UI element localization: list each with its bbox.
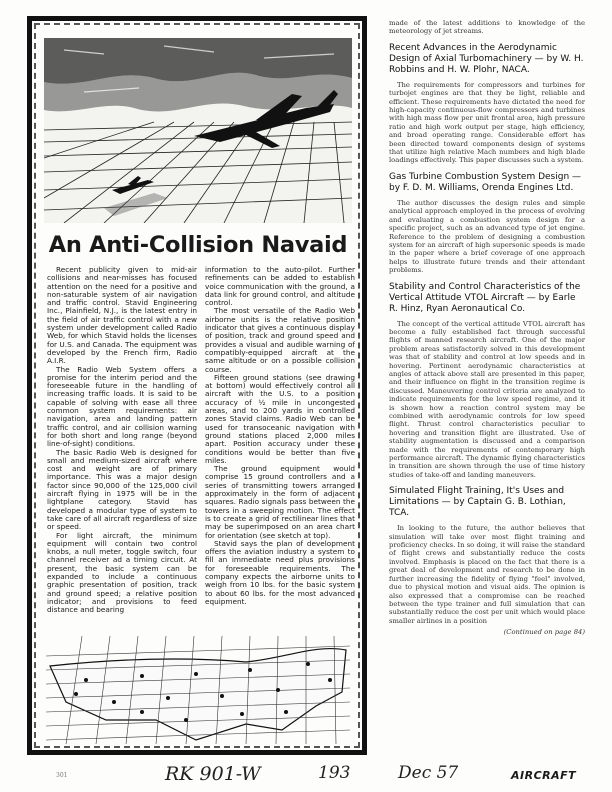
handwritten-reference: RK 901-W: [165, 763, 261, 785]
sidebar-section-title: Recent Advances in the Aerodynamic Design of Axial Turbomachinery — by W. H. Robbins and H. W. Plohr, NACA.: [389, 42, 584, 75]
sidebar-section-title: Stability and Control Characteristics of the Vertical Attitude VTOL Aircraft — by Earle R. Hinz, Ryan Aeronautical Co.: [389, 281, 581, 314]
article-paragraph: The Radio Web System offers a promise for the interim period and the foreseeable future in the handling of increasing traffic loads. It is said to be capable of solving with ease all three common system requirements: air navigation, area and landing pattern traffic control, and air collision warning for both short and long range (beyond line-of-sight) conditions.: [47, 364, 197, 449]
continued-note: (Continued on page 84): [503, 628, 585, 637]
article-paragraph: Fifteen ground stations (see drawing at bottom) would effectively control all aircraft with the U.S. to a position accuracy of ½ mile in uncongested areas, and to 200 yards in controlled zones Stavid claims. Radio Web can be used for transoceanic navigation with ground stations placed 2,000 miles apart. Position accuracy under these conditions would be better than five miles.: [205, 372, 355, 465]
sidebar-section-title: Simulated Flight Training, It's Uses and Limitations — by Captain G. B. Lothian, TCA.: [389, 486, 566, 519]
margin-mark: 301: [56, 772, 68, 779]
publication-name: AIRCRAFT: [511, 769, 577, 782]
us-ground-station-map: [46, 636, 350, 744]
aircraft-over-grid-illustration: [44, 38, 352, 223]
article-paragraph: The ground equipment would comprise 15 ground controllers and a series of transmitting towers arranged approximately in the form of adjacent squares. Radio signals pass between the towers in a sweeping motion. The effect is to create a grid of rectilinear lines that may be superimposed on an area chart for orientation (see sketch at top).: [205, 464, 355, 540]
sidebar-section-title: Gas Turbine Combustion System Design — by F. D. M. Williams, Orenda Engines Ltd.: [389, 171, 582, 193]
handwritten-page-number: 193: [318, 763, 351, 783]
article-headline: An Anti-Collision Navaid: [48, 232, 348, 258]
sidebar-section-body: The author discusses the design rules and simple analytical approach employed in the process of evolving and evaluating a combustion system design for a specific project, such as an advanced type of jet engine. Reference to the problem of designing a combustion system for an aircraft of high supersonic speeds is made in the paper where a brief coverage of one approach helps to illustrate future trends and their attendant problems.: [389, 198, 585, 275]
article-paragraph: The most versatile of the Radio Web airborne units is the relative position indicator that gives a continuous display of position, track and ground speed and provides a visual and audible warning of compatibly-equipped aircraft at the same altitude or on a possible collision course.: [205, 306, 355, 374]
sidebar-lead-in: made of the latest additions to knowledge of the meteorology of jet streams.: [389, 19, 585, 36]
sidebar-column: [389, 19, 585, 638]
sidebar-section-body: In looking to the future, the author believes that simulation will take over most flight training and proficiency checks. In so doing, it will raise the standard of flight crews and substantially reduce the costs involved. Emphasis is placed on the fact that there is a great deal of development and research to be done in further increasing the fidelity of flying "feel" involved, due to physical motion and visual aids. The opinion is also expressed that a compromise can be reached between the type trainer and full simulation that can substantially reduce the cost per unit which would place smaller airlines in a position: [389, 524, 585, 625]
article-column-1: [47, 266, 197, 614]
article-paragraph: For light aircraft, the minimum equipment will contain two control knobs, a null meter, toggle switch, four channel receiver ad a timing circuit. At present, the basic system can be expanded to include a continuous graphic presentation of position, track and ground speed; a relative position indicator; and provisions to feed distance and bearing: [47, 530, 197, 615]
article-paragraph: The basic Radio Web is designed for small and medium-sized aircraft where cost and weight are of primary importance. This was a major design factor since 90,000 of the 125,000 civil aircraft flying in 1975 will be in the lightplane category. Stavid has developed a modular type of system to take care of all aircraft regardless of size or speed.: [47, 447, 197, 532]
article-paragraph: information to the auto-pilot. Further refinements can be added to establish voice communication with the ground, a data link for ground control, and altitude control.: [205, 265, 355, 308]
sidebar-section-body: The concept of the vertical attitude VTOL aircraft has become a fully established fact through successful flights of manned research aircraft. One of the major problem areas satisfactorily solved in this development was that of stability and control at low speeds and in hovering. Pertinent aerodynamic characteristics at angles of attack above stall are presented in this paper, and their influence on flight in the transition regime is discussed. Maneuvering control criteria are analyzed to indicate requirements for the low speed regime, and it is shown how a reaction control system may be combined with aerodynamic controls for low speed flight. Thrust control characteristics peculiar to hovering and transition flight are illustrated. Use of stability augmentation is discussed and a comparison made with the requirements of contemporary high performance aircraft. The dynamic flying characteristics in transition are shown through the use of time history studies of take-off and landing maneuvers.: [389, 319, 585, 479]
article-column-2: [205, 266, 355, 606]
sidebar-section-body: The requirements for compressors and turbines for turbojet engines are that they be light, reliable and efficient. These requirements have dictated the need for high-capacity continuous-flow compressors and turbines with high mass flow per unit frontal area, high pressure ratio and high work output per stage, high efficiency, and broad operating range. Considerable effort has been directed toward components design of systems that utilize high relative Mach numbers and high blade loadings effectively. This paper discusses such a system.: [389, 80, 585, 165]
article-paragraph: Recent publicity given to mid-air collisions and near-misses has focused attention on the need for a positive and non-saturable system of air navigation and traffic control. Stavid Engineering Inc., Plainfield, N.J., is the latest entry in the field of air traffic control with a new system under development called Radio Web, for which Stavid holds the licenses for U.S. and Canada. The equipment was developed by the French firm, Radio A.I.R.: [47, 265, 197, 366]
handwritten-date: Dec 57: [398, 763, 459, 783]
article-paragraph: Stavid says the plan of development offers the aviation industry a system to fill an immediate need plus provisions for foreseeable requirements. The company expects the airborne units to weigh from 10 lbs. for the basic system to about 60 lbs. for the most advanced equipment.: [205, 538, 355, 606]
